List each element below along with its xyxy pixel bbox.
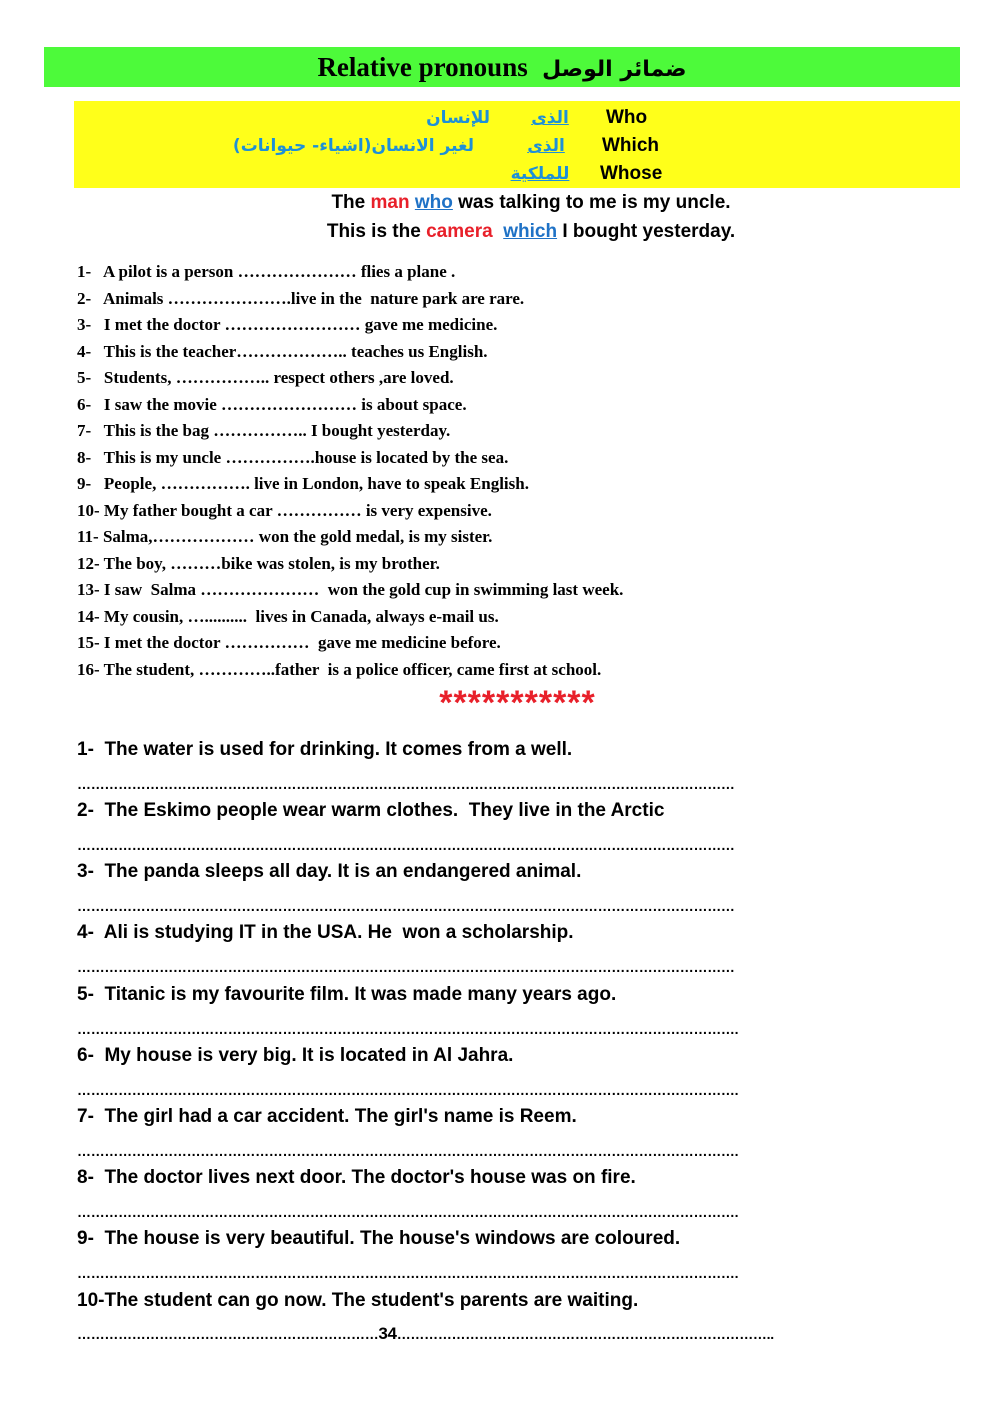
- pronoun-arabic-description: للإنسان: [426, 108, 490, 128]
- page-title: Relative pronouns: [317, 52, 528, 82]
- example-text: This is the: [326, 221, 427, 242]
- pronoun-arabic-word: الذى: [531, 108, 569, 128]
- answer-line[interactable]: ………………………………………………………………………………………………………………………………: [77, 837, 735, 853]
- exercise-item: 15- I met the doctor …………… gave me medicine before.: [77, 633, 501, 652]
- pronoun-arabic-word: الذى: [527, 136, 565, 156]
- exercise-item: 1- The water is used for drinking. It comes from a well.: [77, 739, 573, 760]
- exercise-item: 3- The panda sleeps all day. It is an endangered animal.: [77, 861, 582, 882]
- exercise-item: 8- This is my uncle …………….house is located by the sea.: [77, 447, 509, 467]
- example-gap: [493, 221, 504, 242]
- exercise-item: 2- Animals ………………….live in the nature park are rare.: [77, 288, 525, 308]
- pronoun-row: [74, 104, 960, 132]
- exercise-item: 9- The house is very beautiful. The house's windows are coloured.: [77, 1228, 681, 1249]
- exercise-item: 2- The Eskimo people wear warm clothes. They live in the Arctic: [77, 800, 665, 821]
- title-bar: [44, 47, 960, 87]
- exercise-item: 13- I saw Salma ………………… won the gold cup in swimming last week.: [77, 580, 624, 599]
- pronoun-english-word: Whose: [600, 163, 663, 184]
- example-text: The: [331, 192, 371, 213]
- example-pronoun: who: [414, 192, 453, 213]
- example-text: was talking to me is my uncle.: [452, 192, 731, 213]
- pronoun-arabic-word: للملكية: [510, 164, 570, 184]
- pronoun-row: [74, 132, 960, 160]
- pronoun-english-word: Who: [606, 107, 648, 128]
- footer: [77, 1324, 774, 1344]
- pronoun-table: [74, 101, 960, 188]
- exercise-item: 3- I met the doctor …………………… gave me medicine.: [77, 315, 498, 334]
- answer-line[interactable]: ……………………………………………………………………………………………………………………………….: [77, 1021, 739, 1037]
- exercise-item: 5- Titanic is my favourite film. It was made many years ago.: [77, 984, 617, 1005]
- exercise-item: 11- Salma,……………… won the gold medal, is my sister.: [77, 527, 493, 546]
- exercise-item: 1- A pilot is a person ………………… flies a plane .: [77, 262, 456, 281]
- example-sentence: [0, 192, 992, 214]
- exercise-item: 10-The student can go now. The student's parents are waiting.: [77, 1290, 639, 1311]
- answer-line[interactable]: ……………………………………………………………………………………………………………………………….: [77, 1082, 739, 1098]
- answer-line[interactable]: ……………………………………………………………………………………………………………………………….: [77, 1204, 739, 1220]
- answer-line[interactable]: ………………………………………………………………………..: [396, 1326, 774, 1342]
- exercise-item: 5- Students, …………….. respect others ,are loved.: [77, 368, 454, 387]
- pronoun-arabic-description: لغير الانسان(اشياء- حيوانات): [232, 136, 474, 156]
- answer-line[interactable]: ………………………………………………………………………………………………………………………………: [77, 898, 735, 914]
- separator: ***********: [439, 684, 596, 722]
- answer-line[interactable]: …………………………………………………………: [77, 1326, 379, 1342]
- exercise-item: 12- The boy, ………bike was stolen, is my brother.: [77, 553, 440, 573]
- exercise-item: 4- This is the teacher……………….. teaches us English.: [77, 341, 488, 361]
- exercise-item: 14- My cousin, ….......... lives in Canada, always e-mail us.: [77, 606, 499, 626]
- example-sentence: [0, 221, 992, 243]
- exercise-item: 4- Ali is studying IT in the USA. He won a scholarship.: [77, 922, 574, 943]
- exercise-item: 6- My house is very big. It is located in Al Jahra.: [77, 1045, 514, 1066]
- answer-line[interactable]: ………………………………………………………………………………………………………………………………: [77, 776, 735, 792]
- example-text: I bought yesterday.: [557, 221, 736, 242]
- exercise-item: 16- The student, …………..father is a police officer, came first at school.: [77, 659, 602, 679]
- exercise-item: 7- This is the bag …………….. I bought yesterday.: [77, 421, 451, 440]
- exercise-item: 7- The girl had a car accident. The girl's name is Reem.: [77, 1106, 577, 1127]
- answer-line[interactable]: ……………………………………………………………………………………………………………………………….: [77, 1265, 739, 1281]
- answer-line[interactable]: ………………………………………………………………………………………………………………………………: [77, 959, 735, 975]
- example-noun: man: [370, 192, 410, 213]
- page-title-arabic: ضمائر الوصل: [542, 57, 687, 82]
- pronoun-row: [74, 160, 960, 188]
- page-number: 34: [378, 1324, 397, 1343]
- exercise-item: 8- The doctor lives next door. The doctor's house was on fire.: [77, 1167, 636, 1188]
- pronoun-english-word: Which: [602, 135, 659, 156]
- answer-line[interactable]: ……………………………………………………………………………………………………………………………….: [77, 1143, 739, 1159]
- exercise-item: 9- People, ……………. live in London, have to speak English.: [77, 474, 529, 493]
- example-noun: camera: [426, 221, 493, 242]
- example-pronoun: which: [503, 221, 558, 242]
- exercise-item: 6- I saw the movie …………………… is about space.: [77, 394, 467, 414]
- exercise-item: 10- My father bought a car …………… is very expensive.: [77, 500, 492, 520]
